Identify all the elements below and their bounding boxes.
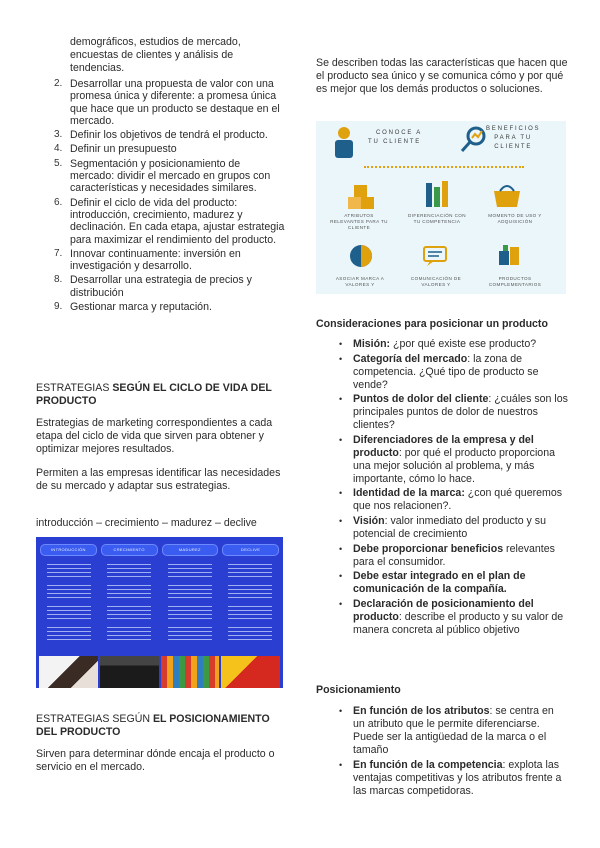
bullet-text: : se centra en un atributo que le permite diferenciarse. Puede ser la antigüedad de la marca o el tamaño: [353, 705, 554, 756]
bullet-item: [316, 759, 568, 798]
right-intro-paragraph: Se describen todas las características que hacen que el producto sea único y se comunica cómo y por qué es mejor que los demás productos o soluciones.: [316, 57, 568, 96]
steps-list: [36, 78, 286, 315]
ig-label-moment: MOMENTO DE USO Y ADQUISICIÓN: [488, 213, 542, 224]
table-cell: [40, 562, 98, 580]
bullet-bold: Debe proporcionar beneficios: [353, 542, 504, 555]
step-text: Innovar continuamente: inversión en investigación y desarrollo.: [70, 247, 241, 273]
table-header-introduccion: INTRODUCCIÓN: [40, 544, 97, 556]
ig-title-benefits: BENEFICIOS PARA TU CLIENTE: [486, 126, 541, 150]
bullet-text: : describe el producto y su valor de manera concreta al público objetivo: [353, 610, 564, 636]
ig-label-differentiation: DIFERENCIACIÓN CON TU COMPETENCIA: [408, 213, 466, 224]
table-cell: [40, 583, 98, 601]
positioning-paragraph: Sirven para determinar dónde encaja el producto o servicio en el mercado.: [36, 748, 275, 774]
bullet-text: : por qué el producto proporciona una mejor solución al problema, y más importante, cómo lo hace.: [353, 446, 555, 485]
step-item: [36, 143, 286, 155]
table-header-declive: DECLIVE: [222, 544, 279, 556]
table-header-crecimiento: CRECIMIENTO: [101, 544, 158, 556]
heading-lifecycle-plain: ESTRATEGIAS: [36, 382, 113, 394]
bullet-item: [316, 515, 568, 541]
heading-positioning-plain: ESTRATEGIAS SEGÚN: [36, 713, 153, 725]
bullet-item: [316, 338, 568, 351]
table-cell: [161, 625, 219, 643]
step-number: 2.: [54, 78, 63, 89]
heading-considerations: Consideraciones para posicionar un producto: [316, 318, 548, 330]
heading-positioning: [36, 713, 286, 739]
table-cell: [161, 583, 219, 601]
bullet-bold: Identidad de la marca:: [353, 487, 465, 500]
heading-lifecycle: [36, 382, 286, 408]
intro-continuation: demográficos, estudios de mercado, encuestas de clientes y análisis de tendencias.: [70, 36, 241, 75]
step-item: [36, 158, 286, 195]
step-text: Definir los objetivos de tendrá el producto.: [70, 129, 268, 142]
step-text: Definir un presupuesto: [70, 143, 177, 156]
table-cell: [40, 625, 98, 643]
ig-title-know-customer: CONOCE A TU CLIENTE: [368, 130, 423, 145]
basket-icon: [494, 186, 520, 207]
step-number: 3.: [54, 129, 63, 141]
bullet-text: ¿por qué existe ese producto?: [390, 338, 537, 350]
step-item: [36, 248, 286, 273]
bullet-bold: En función de los atributos: [353, 705, 490, 717]
step-number: 9.: [54, 301, 63, 313]
photo-crecimiento: [100, 656, 159, 688]
bullet-item: [316, 487, 568, 513]
step-text: Desarrollar una estrategia de precios y distribución: [70, 274, 252, 299]
table-cell: [222, 562, 280, 580]
step-text: Segmentación y posicionamiento de mercado: dividir el mercado en grupos con características y necesidades similares.: [70, 157, 271, 195]
table-cell: [222, 625, 280, 643]
bullet-bold: Declaración de posicionamiento del producto: [353, 597, 534, 623]
blocks-icon: [348, 185, 374, 209]
bullet-item: [316, 353, 568, 392]
bullet-bold: Misión:: [353, 338, 391, 350]
step-text: Definir el ciclo de vida del producto: introducción, crecimiento, madurez y declinación. En cada etapa, ajustar estrategia para maximizar el rendimiento del producto.: [70, 196, 285, 246]
table-photos: [36, 656, 283, 688]
magnifier-icon: [462, 128, 484, 151]
step-item: [36, 274, 286, 299]
step-text: Desarrollar una propuesta de valor con una promesa única y diferente: a promesa única que hace que un producto se destaque en el mercado.: [70, 78, 280, 127]
table-cell: [222, 604, 280, 622]
photo-declive: [221, 656, 280, 688]
table-cell: [161, 604, 219, 622]
table-cell: [101, 625, 159, 643]
bullet-text: : valor inmediato del producto y su potencial de crecimiento: [353, 514, 546, 540]
bullet-text: : explota las ventajas competitivas y los atributos frente a las marcas competidoras.: [353, 758, 562, 797]
differentiation-icon: [426, 181, 448, 207]
photo-madurez: [161, 656, 220, 688]
bullet-bold: Debe estar integrado en el plan de comunicación de la compañía.: [353, 570, 526, 596]
bullet-bold: Visión: [353, 514, 385, 527]
bullet-bold: Diferenciadores de la empresa y del producto: [353, 433, 534, 459]
stages-line: introducción – crecimiento – madurez – declive: [36, 517, 257, 529]
bullet-item: [316, 570, 568, 596]
step-number: 4.: [54, 143, 63, 155]
lifecycle-paragraph-2: Permiten a las empresas identificar las necesidades de su mercado y adaptar sus estrategias.: [36, 467, 281, 493]
bullet-text: : ¿cuáles son los principales puntos de dolor de nuestros clientes?: [353, 393, 568, 432]
products-icon: [499, 245, 519, 265]
ig-label-attributes: ATRIBUTOS RELEVANTES PARA TU CLIENTE: [330, 213, 388, 230]
bullet-bold: En función de la competencia: [353, 758, 503, 771]
photo-introduccion: [39, 656, 98, 688]
table-cell: [40, 604, 98, 622]
heading-posicionamiento: Posicionamiento: [316, 684, 401, 696]
brand-values-icon: [350, 245, 372, 267]
bullet-text: ¿con qué queremos que nos relacionen?.: [353, 487, 563, 513]
bullet-item: [316, 598, 568, 637]
table-header-madurez: MADUREZ: [162, 544, 219, 556]
ig-label-brand: ASOCIAR MARCA A VALORES Y: [335, 276, 385, 287]
ig-label-communication: COMUNICACIÓN DE VALORES Y: [410, 276, 462, 287]
bullet-item: [316, 543, 568, 569]
step-number: 8.: [54, 274, 63, 286]
lifecycle-paragraph-1: Estrategias de marketing correspondientes a cada etapa del ciclo de vida que sirven para obtener y optimizar mejores resultados.: [36, 417, 273, 456]
bullet-text: : la zona de competencia. ¿Qué tipo de producto se vende?: [353, 352, 539, 391]
heading-positioning-bold: EL POSICIONAMIENTO DEL PRODUCTO: [36, 713, 270, 738]
positioning-list: [316, 705, 568, 799]
table-cell: [222, 583, 280, 601]
bullet-item: [316, 705, 568, 757]
lifecycle-table-image: [36, 537, 283, 688]
table-body: [36, 556, 283, 643]
table-cell: [161, 562, 219, 580]
bullet-item: [316, 434, 568, 486]
step-number: 6.: [54, 196, 63, 208]
ig-label-products: PRODUCTOS COMPLEMENTARIOS: [488, 276, 542, 287]
step-item: [36, 197, 286, 246]
step-text: Gestionar marca y reputación.: [70, 301, 212, 314]
considerations-list: [316, 338, 568, 638]
bullet-bold: Puntos de dolor del cliente: [353, 393, 489, 406]
step-number: 5.: [54, 157, 63, 169]
positioning-infographic: [316, 121, 566, 294]
person-icon: [335, 127, 353, 158]
table-cell: [101, 604, 159, 622]
step-item: [36, 129, 286, 141]
table-cell: [101, 583, 159, 601]
table-cell: [101, 562, 159, 580]
step-number: 7.: [54, 247, 63, 259]
ig-dotted-divider: [364, 166, 524, 168]
heading-lifecycle-bold: SEGÚN EL CICLO DE VIDA DEL PRODUCTO: [36, 382, 272, 407]
bullet-item: [316, 393, 568, 432]
bullet-text: relevantes para el consumidor.: [353, 542, 555, 568]
step-item: [36, 78, 286, 127]
bullet-bold: Categoría del mercado: [353, 352, 468, 365]
communication-icon: [424, 247, 446, 266]
step-item: [36, 301, 286, 313]
